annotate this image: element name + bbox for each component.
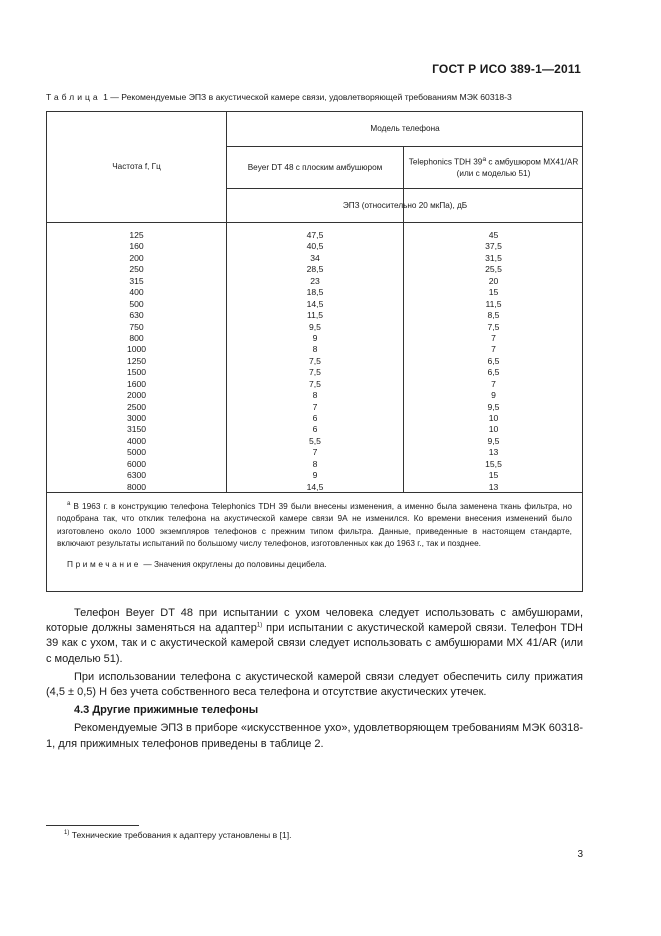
tdh-value-cell: 20 bbox=[488, 275, 499, 286]
beyer-value-cell: 9 bbox=[312, 332, 318, 343]
tdh-value-cell: 15,5 bbox=[485, 458, 502, 469]
frequency-cell: 2500 bbox=[126, 401, 147, 412]
beyer-value-cell: 14,5 bbox=[306, 481, 324, 492]
frequency-cell: 630 bbox=[129, 310, 144, 321]
beyer-value-cell: 7,5 bbox=[309, 367, 321, 378]
frequency-cell: 750 bbox=[129, 321, 144, 332]
beyer-value-cell: 40,5 bbox=[306, 241, 324, 252]
section-heading: 4.3 Другие прижимные телефоны bbox=[74, 704, 259, 717]
beyer-value-cell: 8 bbox=[312, 390, 318, 401]
tdh-value-cell: 9,5 bbox=[487, 401, 500, 412]
tdh-value-cell: 7,5 bbox=[487, 321, 500, 332]
beyer-value-cell: 47,5 bbox=[306, 230, 324, 240]
tdh-value-cell: 9,5 bbox=[487, 435, 500, 446]
tdh-value-cell: 9 bbox=[491, 390, 496, 401]
header-tdh bbox=[404, 147, 583, 188]
tdh-value-cell: 6,5 bbox=[487, 367, 500, 378]
body-text bbox=[46, 606, 583, 752]
tdh-value-cell: 7 bbox=[491, 344, 496, 355]
frequency-cell: 500 bbox=[129, 298, 144, 309]
table-notes bbox=[57, 500, 572, 570]
tdh-value-cell: 45 bbox=[488, 230, 499, 240]
beyer-value-cell: 18,5 bbox=[306, 287, 324, 298]
paragraph-3: Рекомендуемые ЭПЗ в приборе «искусственное ухо», удовлетворяющем требованиям МЭК 60318-1, для прижимных телефонов приведены в таблице 2. bbox=[46, 722, 583, 750]
beyer-value-cell: 9,5 bbox=[309, 321, 321, 332]
beyer-value-cell: 23 bbox=[310, 275, 320, 286]
frequency-cell: 5000 bbox=[126, 447, 147, 458]
tdh-value-cell: 37,5 bbox=[485, 241, 502, 252]
frequency-cell: 3150 bbox=[126, 424, 147, 435]
tdh-value-cell: 7 bbox=[491, 332, 496, 343]
tdh-value-cell: 11,5 bbox=[485, 298, 502, 309]
table-1 bbox=[46, 111, 583, 592]
table-footnote-mark: a bbox=[67, 501, 71, 508]
frequency-cell: 6000 bbox=[126, 458, 147, 469]
frequency-cell: 400 bbox=[129, 287, 144, 298]
table-footnote-text: В 1963 г. в конструкцию телефона Telephonics TDH 39 были внесены изменения, а именно была заменена ткань фильтра, но подобрана так, что отклик телефона на акустической камере связи 9А не изменился. Ко времени внесения изменений было изготовлено около 1000 экземпляров телефонов с прежним типом фильтра. Данные, приведенные в настоящем стандарте, включают результаты испытаний по большому числу телефонов, изготовленных как до 1963 г., так и позднее. bbox=[57, 501, 572, 549]
tdh-value-cell: 13 bbox=[488, 481, 499, 492]
frequency-cell: 1600 bbox=[126, 378, 147, 389]
tdh-value-cell: 10 bbox=[488, 424, 499, 435]
frequency-cell: 4000 bbox=[126, 435, 147, 446]
table-caption bbox=[46, 92, 616, 102]
header-tdh-rest: с амбушюром MX41/AR (или с моделью 51) bbox=[456, 157, 579, 179]
tdh-value-cell: 31,5 bbox=[485, 252, 502, 263]
paragraph-2: При использовании телефона с акустической камерой связи следует обеспечить силу прижатия (4,5 ± 0,5) Н без учета собственного веса телефона и отсутствие акустических утечек. bbox=[46, 670, 583, 699]
tdh-value-cell: 8,5 bbox=[487, 310, 500, 321]
caption-word: Таблица bbox=[46, 92, 101, 102]
beyer-value-cell: 7 bbox=[312, 401, 318, 412]
frequency-cell: 800 bbox=[129, 332, 144, 343]
caption-text: 1 — Рекомендуемые ЭПЗ в акустической камере связи, удовлетворяющей требованиям МЭК 60318-3 bbox=[100, 92, 512, 102]
beyer-value-cell: 7,5 bbox=[309, 378, 321, 389]
header-beyer: Beyer DT 48 с плоским амбушюром bbox=[247, 162, 383, 172]
beyer-value-cell: 5,5 bbox=[309, 435, 321, 446]
header-unit: ЭПЗ (относительно 20 мкПа), дБ bbox=[342, 200, 468, 210]
page-footnote-mark: 1) bbox=[64, 830, 70, 837]
beyer-value-cell: 11,5 bbox=[306, 310, 324, 321]
table-remark bbox=[57, 558, 572, 570]
frequency-cell: 8000 bbox=[126, 481, 147, 492]
column-beyer bbox=[227, 230, 403, 493]
paragraph-1-a: Телефон Beyer DT 48 при испытании с ухом человека следует использовать с амбушюрами, которые должны заменяться на адаптер bbox=[46, 607, 583, 635]
header-tdh-note-mark: a bbox=[482, 155, 487, 163]
tdh-value-cell: 15 bbox=[488, 287, 499, 298]
beyer-value-cell: 9 bbox=[312, 470, 318, 481]
column-frequency bbox=[47, 230, 226, 493]
frequency-cell: 200 bbox=[129, 252, 144, 263]
tdh-value-cell: 13 bbox=[488, 447, 499, 458]
paragraph-1 bbox=[46, 606, 583, 667]
frequency-cell: 6300 bbox=[126, 470, 147, 481]
beyer-value-cell: 6 bbox=[312, 424, 318, 435]
beyer-value-cell: 6 bbox=[312, 413, 318, 423]
beyer-value-cell: 8 bbox=[312, 458, 318, 469]
frequency-cell: 1250 bbox=[126, 355, 147, 366]
beyer-value-cell: 34 bbox=[310, 252, 320, 263]
beyer-value-cell: 14,5 bbox=[306, 298, 324, 309]
frequency-cell: 125 bbox=[129, 230, 144, 240]
beyer-value-cell: 7 bbox=[312, 447, 318, 458]
beyer-value-cell: 7,5 bbox=[309, 355, 321, 366]
frequency-cell: 1000 bbox=[126, 344, 147, 355]
table-footnote bbox=[57, 500, 572, 550]
tdh-value-cell: 6,5 bbox=[487, 355, 500, 366]
tdh-value-cell: 10 bbox=[488, 413, 499, 423]
footnote-ref: 1) bbox=[256, 622, 263, 629]
frequency-cell: 250 bbox=[129, 264, 144, 275]
beyer-value-cell: 28,5 bbox=[306, 264, 324, 275]
header-tdh-name: Telephonics TDH 39 bbox=[408, 157, 483, 167]
frequency-cell: 160 bbox=[129, 241, 144, 252]
remark-word: Примечание bbox=[67, 558, 142, 569]
header-model: Модель телефона bbox=[370, 124, 440, 134]
frequency-cell: 2000 bbox=[126, 390, 147, 401]
page-number: 3 bbox=[577, 849, 583, 860]
paragraph-1-b: при испытании с акустической камерой связи. Телефон TDH 39 как с ухом, так и с акустической камерой связи следует использовать с амбушюрами MX 41/AR (или с моделью 51). bbox=[46, 622, 583, 665]
page-footnote bbox=[64, 830, 292, 840]
document-header: ГОСТ Р ИСО 389-1—2011 bbox=[432, 62, 581, 76]
header-frequency: Частота f, Гц bbox=[112, 162, 161, 172]
frequency-cell: 1500 bbox=[126, 367, 147, 378]
column-tdh bbox=[404, 230, 583, 493]
tdh-value-cell: 25,5 bbox=[485, 264, 502, 275]
frequency-cell: 315 bbox=[129, 275, 144, 286]
tdh-value-cell: 7 bbox=[491, 378, 496, 389]
frequency-cell: 3000 bbox=[126, 413, 147, 423]
page-footnote-text: Технические требования к адаптеру установлены в [1]. bbox=[69, 830, 292, 840]
remark-text: — Значения округлены до половины децибела. bbox=[141, 558, 327, 569]
tdh-value-cell: 15 bbox=[488, 470, 499, 481]
footnote-separator bbox=[46, 825, 139, 826]
beyer-value-cell: 8 bbox=[312, 344, 318, 355]
